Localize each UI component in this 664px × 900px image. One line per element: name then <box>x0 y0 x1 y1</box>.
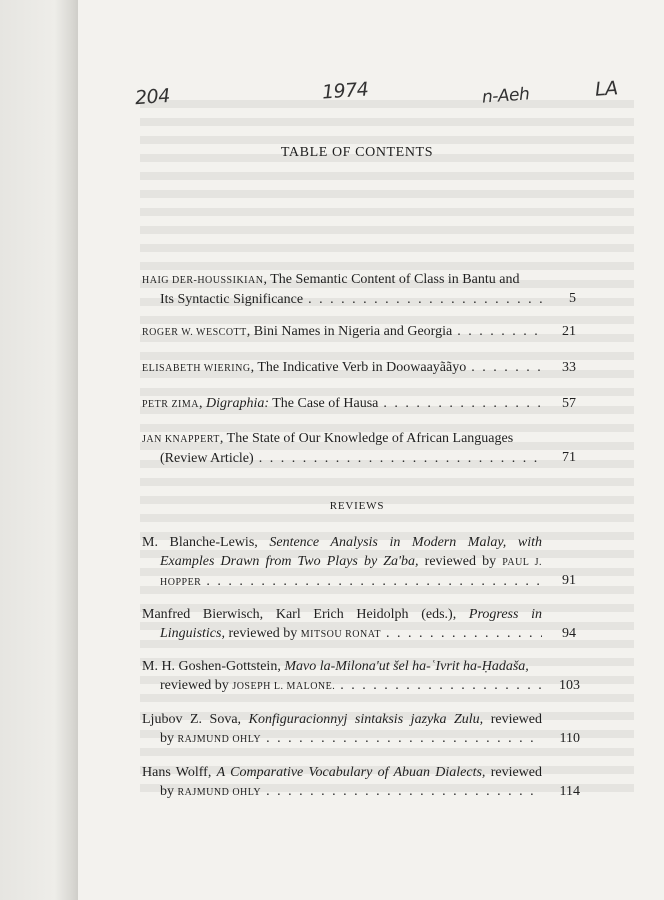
review-author: Ljubov Z. Sova, <box>142 712 242 727</box>
leader-dots <box>266 729 542 748</box>
handwritten-note: LA <box>594 77 619 101</box>
review-book: Konfiguracionnyj sintaksis jazyka Zulu, <box>248 712 484 727</box>
review-entry <box>142 533 576 592</box>
leader-dots <box>206 572 542 591</box>
page-number: 5 <box>569 291 576 306</box>
page-number: 33 <box>562 360 576 375</box>
review-book: Progress in <box>468 607 543 622</box>
handwritten-note: 1974 <box>321 78 370 104</box>
entry-title: The Semantic Content of Class in Bantu and <box>270 272 520 287</box>
review-book: Mavo la-Milona'ut šel ha-ʿIvrit ha-Ḥadaša, <box>284 659 529 674</box>
reviewed-by: reviewed by <box>228 626 298 641</box>
review-book: Sentence Analysis in Modern Malay, with <box>269 535 542 550</box>
by-word: by <box>160 731 174 746</box>
by-word: by <box>160 784 174 799</box>
review-entry <box>142 710 580 749</box>
page-number: 21 <box>562 324 576 339</box>
entry-title: Bini Names in Nigeria and Georgia <box>253 324 453 339</box>
review-entry <box>142 605 576 644</box>
review-entry <box>142 657 580 696</box>
review-entry <box>142 763 580 802</box>
review-author: Manfred Bierwisch, Karl Erich Heidolph (eds.), <box>142 607 457 622</box>
review-book-cont: Linguistics, <box>160 626 225 641</box>
page-number: 110 <box>559 731 580 746</box>
author: ELISABETH WIERING <box>142 363 251 374</box>
leader-dots <box>383 394 542 413</box>
entry-title: The Case of Hausa <box>272 396 379 411</box>
reviewer-cont: HOPPER <box>160 577 202 588</box>
page-number: 71 <box>562 450 576 465</box>
reviewer: MITSOU RONAT <box>300 629 381 640</box>
page-number: 103 <box>559 678 580 693</box>
binding-gutter <box>0 0 78 900</box>
entry-title-cont: (Review Article) <box>160 451 254 466</box>
page-number: 114 <box>559 784 580 799</box>
toc-entry: PETR ZIMA, Digraphia: The Case of Hausa . . . 57 <box>142 394 542 414</box>
handwritten-note: n-Aeh <box>481 84 530 108</box>
review-book-cont: Examples Drawn from Two Plays by Za'ba, <box>160 554 419 569</box>
author: ROGER W. WESCOTT <box>142 327 247 338</box>
reviewer: JOSEPH L. MALONE. <box>232 681 336 692</box>
leader-dots <box>471 358 542 377</box>
entry-title: The State of Our Knowledge of African Languages <box>226 431 514 446</box>
review-author: Hans Wolff, <box>142 765 212 780</box>
reviewer: RAJMUND OHLY <box>177 787 262 798</box>
author: PETR ZIMA <box>142 399 199 410</box>
reviewed-by: reviewed by <box>424 554 497 569</box>
toc-entry: HAIG DER-HOUSSIKIAN, The Semantic Content of Class in Bantu and Its Syntactic Significance . . . 5 <box>142 270 542 309</box>
leader-dots <box>386 624 542 643</box>
page-number: 94 <box>562 626 576 641</box>
leader-dots <box>259 449 542 468</box>
leader-dots <box>457 322 542 341</box>
toc-entry: ROGER W. WESCOTT, Bini Names in Nigeria and Georgia . . . 21 <box>142 322 542 342</box>
reviewed-word: reviewed <box>490 712 543 727</box>
reviewed-word: reviewed <box>490 765 543 780</box>
reviewer: RAJMUND OHLY <box>177 734 262 745</box>
handwritten-note: 204 <box>134 84 171 110</box>
leader-dots <box>266 782 542 801</box>
author: HAIG DER-HOUSSIKIAN <box>142 275 264 286</box>
reviews-heading: REVIEWS <box>329 500 385 512</box>
author: JAN KNAPPERT <box>142 434 220 445</box>
page-number: 57 <box>562 396 576 411</box>
entry-title-cont: Its Syntactic Significance <box>160 292 304 307</box>
review-author: M. Blanche-Lewis, <box>142 535 258 550</box>
toc-entry: JAN KNAPPERT, The State of Our Knowledge of African Languages (Review Article) . . . 71 <box>142 429 542 468</box>
review-book: A Comparative Vocabulary of Abuan Dialects, <box>216 765 486 780</box>
reviewer: PAUL J. <box>502 557 543 568</box>
toc-entry: ELISABETH WIERING, The Indicative Verb in Doowaayããyo . . . 33 <box>142 358 542 378</box>
contents-title: TABLE OF CONTENTS <box>280 145 434 160</box>
entry-title-italic: Digraphia: <box>206 396 269 411</box>
entry-title: The Indicative Verb in Doowaayããyo <box>257 360 467 375</box>
leader-dots <box>308 290 542 309</box>
leader-dots <box>340 676 542 695</box>
review-author: M. H. Goshen-Gottstein, <box>142 659 281 674</box>
page-number: 91 <box>562 573 576 588</box>
reviewed-by: reviewed by <box>160 678 229 693</box>
